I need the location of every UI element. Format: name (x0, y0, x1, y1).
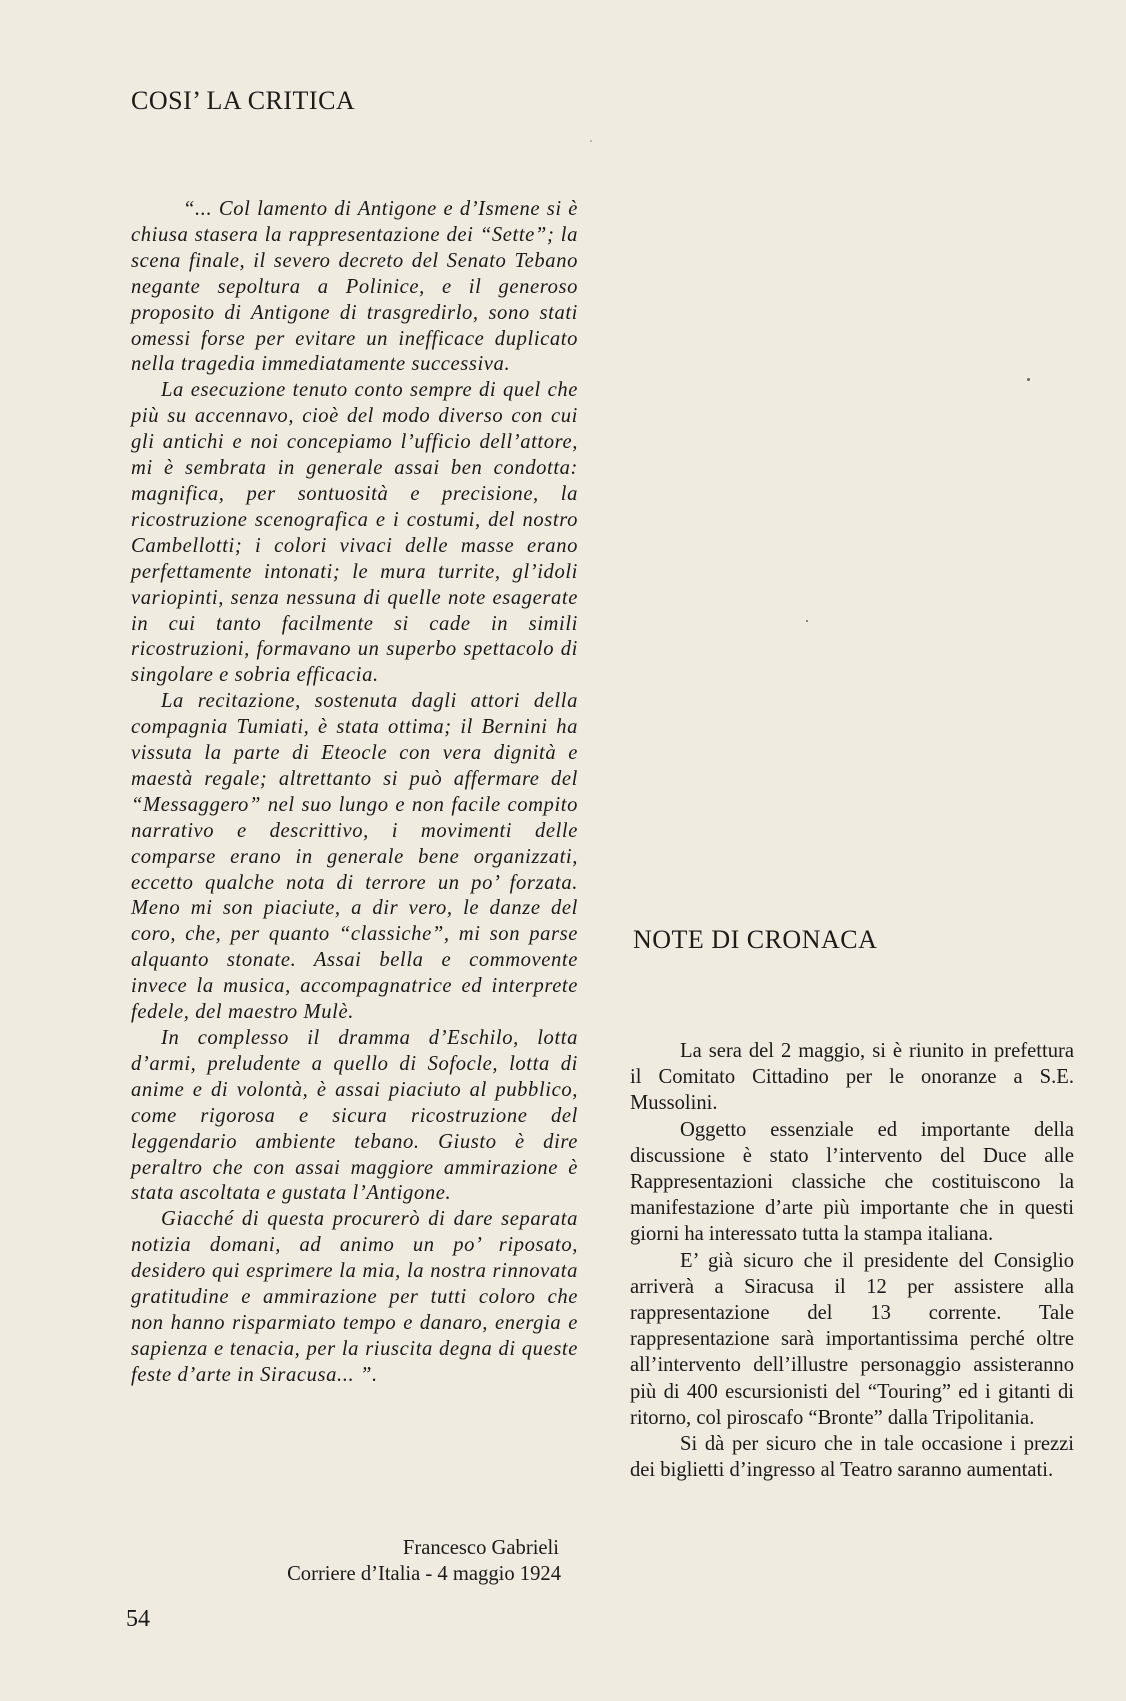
cronaca-paragraph-2: Oggetto essenziale ed importante della discussione è stato l’intervento del Duce alle Rappresentazioni classiche che costituiscono la manifestazione d’arte più importante che in questi giorni ha interessato tutta la stampa italiana. (630, 1118, 1074, 1246)
cronaca-paragraph-3: E’ già sicuro che il presidente del Consiglio arriverà a Siracusa il 12 per assistere alla rappresentazione del 13 corrente. Tale rappresentazione sarà importantissima perché oltre all’intervento dell’illustre personaggio assisteranno più di 400 escursionisti del “Touring” ed i gitanti di ritorno, col piroscafo “Bronte” dalla Tripolitania. (630, 1249, 1074, 1429)
cronaca-paragraph-1: La sera del 2 maggio, si è riunito in prefettura il Comitato Cittadino per le onoranze a S.E. Mussolini. (630, 1040, 1074, 1115)
article-signature (131, 1535, 561, 1587)
signature-author: Francesco Gabrieli (402, 1537, 559, 1559)
section-heading-cronaca: NOTE DI CRONACA (633, 925, 878, 954)
page-number: 54 (126, 1606, 150, 1632)
paper-speck (806, 620, 808, 622)
critica-paragraph-1: “... Col lamento di Antigone e d’Ismene si è chiusa stasera la rappresentazione dei “Sette”; la scena finale, il severo decreto del Senato Tebano negante sepoltura a Polinice, e il generoso proposito di Antigone di trasgredirlo, sono stati omessi forse per evitare un inefficace duplicato nella tragedia immediatamente successiva. (131, 198, 578, 376)
paper-speck (590, 140, 592, 142)
critica-paragraph-3: La recitazione, sostenuta dagli attori della compagnia Tumiati, è stata ottima; il Bernini ha vissuta la parte di Eteocle con vera dignità e maestà regale; altrettanto si può affermare del “Messaggero” nel suo lungo e non facile compito narrativo e descrittivo, i movimenti delle comparse erano in generale bene organizzati, eccetto qualche nota di terrore un po’ forzata. Meno mi son piaciute, a dir vero, le danze del coro, che, per quanto “classiche”, mi son parse alquanto stonate. Assai bella e commovente invece la musica, accompagnatrice ed interprete fedele, del maestro Mulè. (131, 690, 578, 1024)
signature-source: Corriere d’Italia - 4 maggio 1924 (287, 1563, 561, 1585)
cronaca-paragraph-4: Si dà per sicuro che in tale occasione i prezzi dei biglietti d’ingresso al Teatro saranno aumentati. (630, 1433, 1074, 1482)
critica-article-body (131, 197, 578, 1389)
section-heading-critica: COSI’ LA CRITICA (131, 86, 356, 115)
critica-paragraph-4: In complesso il dramma d’Eschilo, lotta d’armi, preludente a quello di Sofocle, lotta di anime e di volontà, è assai piaciuto al pubblico, come rigorosa e sicura ricostruzione del leggendario ambiente tebano. Giusto è dire peraltro che con assai maggiore ammirazione è stata ascoltata e gustata l’Antigone. (131, 1027, 578, 1205)
critica-paragraph-2: La esecuzione tenuto conto sempre di quel che più su accennavo, cioè del modo diverso con cui gli antichi e noi concepiamo l’ufficio dell’attore, mi è sembrata in generale assai ben condotta: magnifica, per sontuosità e precisione, la ricostruzione scenografica e i costumi, del nostro Cambellotti; i colori vivaci delle masse erano perfettamente intonati; le mura turrite, gl’idoli variopinti, senza nessuna di quelle note esagerate in cui tanto facilmente si cade in simili ricostruzioni, formavano un superbo spettacolo di singolare e sobria efficacia. (131, 379, 578, 687)
critica-paragraph-5: Giacché di questa procurerò di dare separata notizia domani, ad animo un po’ riposato, desidero qui esprimere la mia, la nostra rinnovata gratitudine e ammirazione per tutti coloro che non hanno risparmiato tempo e danaro, energia e sapienza e tenacia, per la riuscita degna di queste feste d’arte in Siracusa... ”. (131, 1208, 578, 1386)
cronaca-article-body (630, 1038, 1074, 1483)
paper-speck (1027, 378, 1030, 381)
